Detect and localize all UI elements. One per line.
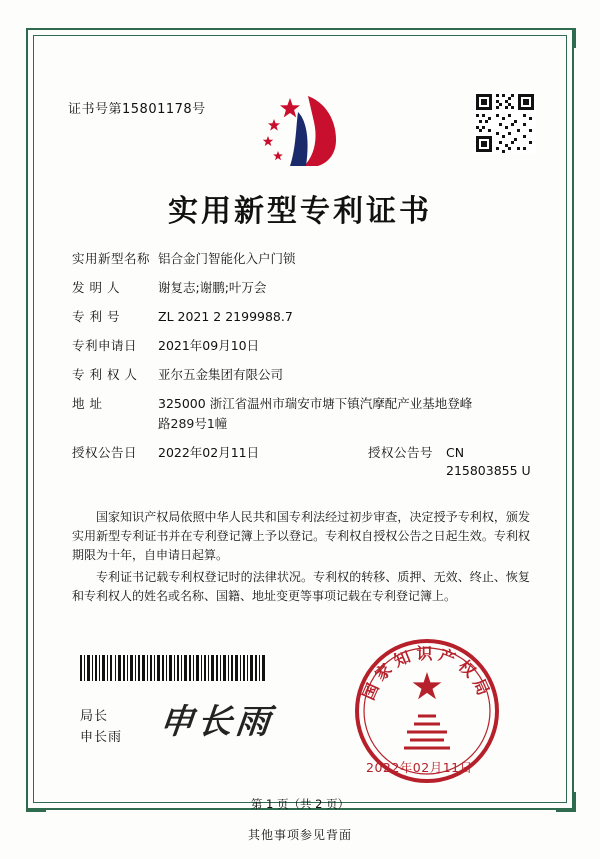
signature-title-label: 局长 — [80, 709, 109, 724]
field-value: 亚尔五金集团有限公司 — [158, 367, 284, 382]
field-value: 谢复志;谢鹏;叶万会 — [158, 280, 267, 295]
seal-date: 2022年02月11日 — [366, 760, 473, 775]
field-value: ZL 2021 2 2199988.7 — [158, 309, 293, 324]
field-row-patent-number — [72, 308, 532, 326]
field-label: 专 利 号 — [72, 309, 120, 324]
page-number: 第 1 页（共 2 页） — [250, 797, 350, 811]
page-title: 实用新型专利证书 — [168, 194, 432, 229]
body-paragraphs — [72, 508, 530, 609]
field-row-patentee — [72, 366, 532, 384]
address-line-2: 路289号1幢 — [158, 416, 228, 431]
field-row-inventors — [72, 279, 532, 297]
cnipa-logo-icon — [252, 92, 342, 170]
field-label: 专 利 权 人 — [72, 367, 138, 382]
frame-corner-top-right — [556, 28, 576, 48]
field-row-application-date — [72, 337, 532, 355]
field-label: 实用新型名称 — [72, 251, 151, 266]
certificate-number: 证书号第15801178号 — [68, 102, 206, 117]
field-label-grant-date: 授权公告日 — [72, 445, 138, 460]
field-value-grant-number: CN 215803855 U — [446, 445, 531, 478]
handwritten-signature: 申长雨 — [157, 702, 276, 742]
field-row-grant-announcement — [72, 444, 532, 480]
frame-corner-top-left — [26, 28, 46, 48]
paragraph-1: 国家知识产权局依照中华人民共和国专利法经过初步审查，决定授予专利权，颁发实用新型专利证书并在专利登记簿上予以登记。专利权自授权公告之日起生效。专利权期限为十年，自申请日起算。 — [72, 510, 530, 562]
field-value: 2021年09月10日 — [158, 338, 260, 353]
paragraph-2: 专利证书记载专利权登记时的法律状况。专利权的转移、质押、无效、终止、恢复和专利权人的姓名或名称、国籍、地址变更等事项记载在专利登记簿上。 — [72, 570, 530, 603]
field-row-address — [72, 395, 532, 413]
field-value: 铝合金门智能化入户门锁 — [158, 251, 296, 266]
signature-block — [80, 706, 122, 748]
field-value-grant-date: 2022年02月11日 — [158, 445, 260, 460]
footer-note: 其他事项参见背面 — [247, 828, 352, 842]
field-label: 地 址 — [72, 396, 103, 411]
qr-code-icon — [474, 92, 536, 154]
field-list — [72, 250, 532, 491]
field-label-grant-number: 授权公告号 — [368, 445, 434, 460]
field-value: 325000 浙江省温州市瑞安市塘下镇汽摩配产业基地登峰 — [158, 396, 473, 411]
field-label: 发 明 人 — [72, 280, 120, 295]
barcode-icon — [80, 655, 266, 681]
svg-text:国家知识产权局: 国家知识产权局 — [358, 644, 496, 703]
field-row-invention-name — [72, 250, 532, 268]
field-label: 专利申请日 — [72, 338, 138, 353]
signature-name-label: 申长雨 — [80, 730, 123, 745]
